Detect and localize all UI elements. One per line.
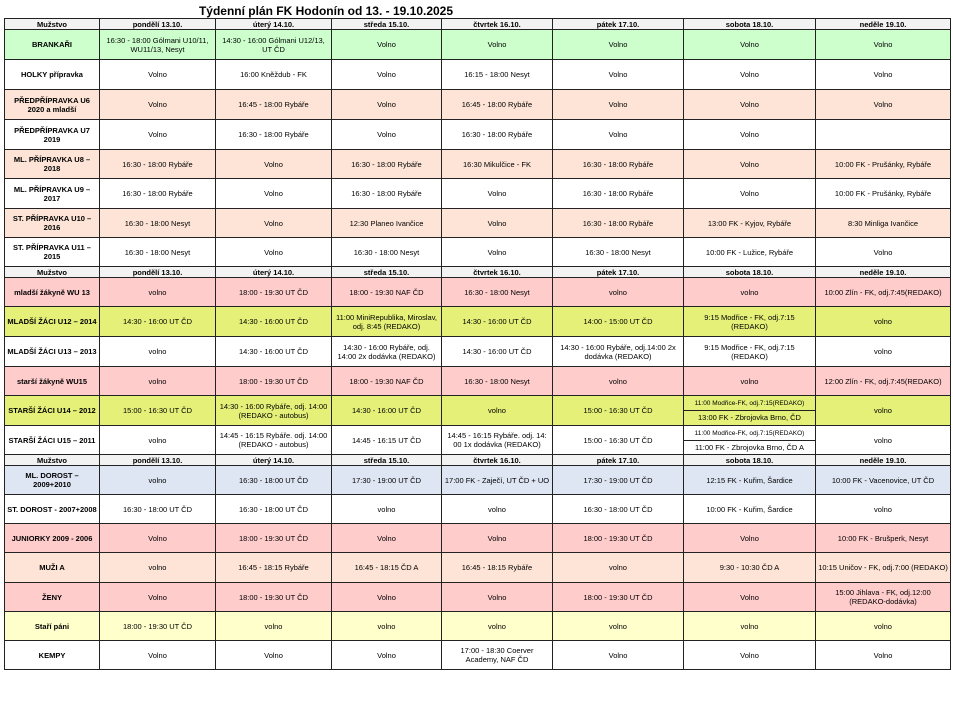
schedule-cell: 10:00 FK - Kuřim, Šardice xyxy=(684,495,816,524)
schedule-cell: 16:45 - 18:15 Rybáře xyxy=(216,553,332,583)
page-title: Týdenní plán FK Hodonín od 13. - 19.10.2025 xyxy=(198,5,454,18)
schedule-cell: 16:30 - 18:00 Rybáře xyxy=(553,209,684,238)
schedule-cell: 16:45 - 18:00 Rybáře xyxy=(216,90,332,120)
schedule-cell: 17:30 - 19:00 UT ČD xyxy=(332,466,442,495)
team-name: ST. DOROST - 2007+2008 xyxy=(5,495,100,524)
schedule-entry-bottom: 13:00 FK - Zbrojovka Brno, ČD xyxy=(698,413,801,422)
schedule-cell: Volno xyxy=(816,238,951,267)
schedule-cell xyxy=(816,120,951,150)
schedule-row xyxy=(5,337,951,367)
schedule-cell: volno xyxy=(816,495,951,524)
schedule-cell: 10:00 Zlín - FK, odj.7:45(REDAKO) xyxy=(816,278,951,307)
header-day: úterý 14.10. xyxy=(216,455,332,466)
schedule-cell: 18:00 - 19:30 NAF ČD xyxy=(332,278,442,307)
schedule-cell: 10:00 FK - Vacenovice, UT ČD xyxy=(816,466,951,495)
team-name: MLADŠÍ ŽÁCI U13 – 2013 xyxy=(5,337,100,367)
schedule-cell: Volno xyxy=(553,90,684,120)
header-day: čtvrtek 16.10. xyxy=(442,455,553,466)
schedule-cell: Volno xyxy=(684,30,816,60)
header-team: Mužstvo xyxy=(5,267,100,278)
team-name: ML. PŘÍPRAVKA U9 – 2017 xyxy=(5,179,100,209)
schedule-cell: Volno xyxy=(684,524,816,553)
schedule-cell: volno xyxy=(216,612,332,641)
schedule-cell: 16:30 - 18:00 UT ČD xyxy=(100,495,216,524)
schedule-cell: Volno xyxy=(442,30,553,60)
schedule-cell: 18:00 - 19:30 UT ČD xyxy=(553,524,684,553)
schedule-cell: volno xyxy=(442,495,553,524)
header-team: Mužstvo xyxy=(5,19,100,30)
schedule-cell: volno xyxy=(816,337,951,367)
schedule-cell: volno xyxy=(684,612,816,641)
header-day: čtvrtek 16.10. xyxy=(442,267,553,278)
schedule-cell: 14:30 - 16:00 UT ČD xyxy=(332,396,442,426)
schedule-table xyxy=(4,5,951,670)
schedule-cell: volno xyxy=(100,278,216,307)
team-name: JUNIORKY 2009 - 2006 xyxy=(5,524,100,553)
header-day: neděle 19.10. xyxy=(816,19,951,30)
schedule-cell: 15:00 - 16:30 UT ČD xyxy=(553,396,684,426)
schedule-cell: volno xyxy=(100,426,216,455)
schedule-entry-top: 11:00 Modřice-FK, odj.7:15(REDAKO) xyxy=(684,427,815,441)
schedule-cell: 16:30 - 18:00 UT ČD xyxy=(216,495,332,524)
header-day: sobota 18.10. xyxy=(684,19,816,30)
schedule-cell: 16:30 - 18:00 Nesyt xyxy=(553,238,684,267)
schedule-row xyxy=(5,553,951,583)
schedule-cell: Volno xyxy=(684,90,816,120)
schedule-cell: 16:30 Mikulčice - FK xyxy=(442,150,553,179)
schedule-cell: volno xyxy=(816,307,951,337)
schedule-row xyxy=(5,495,951,524)
schedule-cell: volno xyxy=(100,553,216,583)
schedule-cell: 13:00 FK - Kyjov, Rybáře xyxy=(684,209,816,238)
schedule-row xyxy=(5,179,951,209)
schedule-row xyxy=(5,150,951,179)
schedule-cell: Volno xyxy=(100,90,216,120)
schedule-row xyxy=(5,396,951,426)
schedule-cell: volno xyxy=(816,396,951,426)
schedule-cell: 16:45 - 18:00 Rybáře xyxy=(442,90,553,120)
schedule-cell: Volno xyxy=(100,524,216,553)
schedule-row xyxy=(5,307,951,337)
schedule-cell: Volno xyxy=(442,524,553,553)
team-name: ST. PŘÍPRAVKA U10 – 2016 xyxy=(5,209,100,238)
schedule-cell: 16:30 - 18:00 Rybáře xyxy=(332,179,442,209)
schedule-cell: Volno xyxy=(442,179,553,209)
schedule-cell: 16:30 - 18:00 Nesyt xyxy=(332,238,442,267)
schedule-cell: Volno xyxy=(216,209,332,238)
schedule-cell: 15:00 - 16:30 UT ČD xyxy=(553,426,684,455)
header-day: úterý 14.10. xyxy=(216,19,332,30)
schedule-cell: 16:30 - 18:00 Rybáře xyxy=(553,150,684,179)
schedule-cell: 16:30 - 18:00 UT ČD xyxy=(553,495,684,524)
team-name: STARŠÍ ŽÁCI U14 – 2012 xyxy=(5,396,100,426)
team-name: MUŽI A xyxy=(5,553,100,583)
header-day: pondělí 13.10. xyxy=(100,267,216,278)
team-name: STARŠÍ ŽÁCI U15 – 2011 xyxy=(5,426,100,455)
schedule-row xyxy=(5,278,951,307)
schedule-cell: Volno xyxy=(332,583,442,612)
team-name: BRANKAŘI xyxy=(5,30,100,60)
schedule-cell: 10:00 FK - Prušánky, Rybáře xyxy=(816,179,951,209)
header-day: středa 15.10. xyxy=(332,455,442,466)
team-name: PŘEDPŘÍPRAVKA U6 2020 a mladší xyxy=(5,90,100,120)
team-name: MLADŠÍ ŽÁCI U12 – 2014 xyxy=(5,307,100,337)
header-day: neděle 19.10. xyxy=(816,455,951,466)
schedule-cell: Volno xyxy=(816,60,951,90)
header-day: neděle 19.10. xyxy=(816,267,951,278)
schedule-cell: Volno xyxy=(100,60,216,90)
schedule-cell: Volno xyxy=(100,583,216,612)
schedule-cell: 15:00 - 16:30 UT ČD xyxy=(100,396,216,426)
schedule-cell: volno xyxy=(553,367,684,396)
schedule-cell: Volno xyxy=(216,238,332,267)
team-name: ML. PŘÍPRAVKA U8 – 2018 xyxy=(5,150,100,179)
schedule-cell: 16:30 - 18:00 Nesyt xyxy=(100,209,216,238)
schedule-cell: 10:00 FK - Prušánky, Rybáře xyxy=(816,150,951,179)
schedule-cell: 14:30 - 16:00 Gólmani U12/13, UT ČD xyxy=(216,30,332,60)
schedule-row xyxy=(5,641,951,670)
schedule-cell: 18:00 - 19:30 NAF ČD xyxy=(332,367,442,396)
schedule-cell: volno xyxy=(816,426,951,455)
schedule-cell: Volno xyxy=(332,524,442,553)
header-day: středa 15.10. xyxy=(332,19,442,30)
schedule-cell: 16:00 Kněždub - FK xyxy=(216,60,332,90)
header-day: pátek 17.10. xyxy=(553,455,684,466)
schedule-cell: 14:30 - 16:00 UT ČD xyxy=(442,307,553,337)
schedule-cell: 9:15 Modřice - FK, odj.7:15 (REDAKO) xyxy=(684,337,816,367)
team-name: ML. DOROST – 2009+2010 xyxy=(5,466,100,495)
schedule-cell: Volno xyxy=(332,90,442,120)
schedule-row xyxy=(5,524,951,553)
schedule-cell: 18:00 - 19:30 UT ČD xyxy=(216,278,332,307)
schedule-cell: volno xyxy=(553,612,684,641)
schedule-cell: Volno xyxy=(100,120,216,150)
team-name: ST. PŘÍPRAVKA U11 – 2015 xyxy=(5,238,100,267)
schedule-cell: Volno xyxy=(332,60,442,90)
schedule-cell: Volno xyxy=(442,209,553,238)
schedule-cell-split xyxy=(684,396,816,426)
header-day: pondělí 13.10. xyxy=(100,19,216,30)
schedule-cell-split xyxy=(684,426,816,455)
team-name: mladší žákyně WU 13 xyxy=(5,278,100,307)
schedule-cell: 16:30 - 18:00 Nesyt xyxy=(100,238,216,267)
schedule-cell: 16:30 - 18:00 Nesyt xyxy=(442,278,553,307)
schedule-cell: Volno xyxy=(332,30,442,60)
team-name: HOLKY přípravka xyxy=(5,60,100,90)
schedule-cell: 18:00 - 19:30 UT ČD xyxy=(100,612,216,641)
schedule-cell: 14:30 - 16:00 UT ČD xyxy=(216,337,332,367)
split-wrapper xyxy=(684,427,815,454)
schedule-cell: 14:30 - 16:00 Rybáře, odj.14:00 2x dodávka (REDAKO) xyxy=(553,337,684,367)
schedule-cell: volno xyxy=(553,278,684,307)
schedule-cell: volno xyxy=(442,612,553,641)
schedule-cell: 15:00 Jihlava - FK, odj.12:00 (REDAKO-dodávka) xyxy=(816,583,951,612)
schedule-row xyxy=(5,90,951,120)
schedule-cell: Volno xyxy=(553,60,684,90)
header-day: středa 15.10. xyxy=(332,267,442,278)
header-day: sobota 18.10. xyxy=(684,455,816,466)
team-name: KEMPY xyxy=(5,641,100,670)
schedule-cell: 14:30 - 16:00 UT ČD xyxy=(100,307,216,337)
team-name: ŽENY xyxy=(5,583,100,612)
schedule-cell: Volno xyxy=(216,179,332,209)
schedule-cell: Volno xyxy=(553,120,684,150)
schedule-cell: Volno xyxy=(332,641,442,670)
schedule-row xyxy=(5,209,951,238)
split-wrapper xyxy=(684,397,815,424)
schedule-cell: 14:00 - 15:00 UT ČD xyxy=(553,307,684,337)
schedule-cell: 10:15 Uničov - FK, odj.7:00 (REDAKO) xyxy=(816,553,951,583)
schedule-cell: Volno xyxy=(442,583,553,612)
header-row xyxy=(5,455,951,466)
schedule-cell: 14:45 - 16:15 Rybáře. odj. 14:00 (REDAKO - autobus) xyxy=(216,426,332,455)
schedule-cell: 9:15 Modřice - FK, odj.7:15 (REDAKO) xyxy=(684,307,816,337)
schedule-cell: 16:30 - 18:00 Rybáře xyxy=(553,179,684,209)
schedule-cell: 10:00 FK - Brušperk, Nesyt xyxy=(816,524,951,553)
schedule-cell: 14:45 - 16:15 Rybáře. odj. 14: 00 1x dodávka (REDAKO) xyxy=(442,426,553,455)
schedule-cell: Volno xyxy=(684,641,816,670)
schedule-entry-bottom: 11:00 FK - Zbrojovka Brno, ČD A xyxy=(694,442,805,452)
header-team: Mužstvo xyxy=(5,455,100,466)
schedule-cell: 14:30 - 16:00 UT ČD xyxy=(216,307,332,337)
header-row xyxy=(5,267,951,278)
schedule-cell: Volno xyxy=(216,641,332,670)
schedule-sheet xyxy=(4,5,951,670)
schedule-cell: Volno xyxy=(553,641,684,670)
schedule-cell: 12:15 FK - Kuřim, Šardice xyxy=(684,466,816,495)
schedule-cell: volno xyxy=(553,553,684,583)
schedule-cell: Volno xyxy=(684,179,816,209)
schedule-row xyxy=(5,426,951,455)
schedule-cell: Volno xyxy=(816,641,951,670)
schedule-cell: Volno xyxy=(684,150,816,179)
schedule-cell: Volno xyxy=(816,30,951,60)
schedule-cell: 10:00 FK - Lužice, Rybáře xyxy=(684,238,816,267)
schedule-row xyxy=(5,466,951,495)
header-day: sobota 18.10. xyxy=(684,267,816,278)
schedule-cell: volno xyxy=(100,337,216,367)
schedule-cell: 16:30 - 18:00 Rybáře xyxy=(442,120,553,150)
header-row xyxy=(5,19,951,30)
schedule-cell: 18:00 - 19:30 UT ČD xyxy=(216,367,332,396)
header-day: úterý 14.10. xyxy=(216,267,332,278)
schedule-row xyxy=(5,367,951,396)
schedule-cell: volno xyxy=(816,612,951,641)
team-name: starší žákyně WU15 xyxy=(5,367,100,396)
header-day: pondělí 13.10. xyxy=(100,455,216,466)
schedule-row xyxy=(5,612,951,641)
schedule-cell: 14:30 - 16:00 Rybáře, odj. 14:00 2x dodávka (REDAKO) xyxy=(332,337,442,367)
schedule-cell: 16:30 - 18:00 Rybáře xyxy=(332,150,442,179)
schedule-cell: Volno xyxy=(684,120,816,150)
schedule-cell: 16:45 - 18:15 Rybáře xyxy=(442,553,553,583)
schedule-cell: 14:30 - 16:00 Rybáře, odj. 14:00 (REDAKO - autobus) xyxy=(216,396,332,426)
schedule-cell: Volno xyxy=(442,238,553,267)
schedule-cell: volno xyxy=(684,278,816,307)
schedule-cell: volno xyxy=(684,367,816,396)
schedule-cell: volno xyxy=(100,466,216,495)
schedule-cell: 17:00 - 18:30 Coerver Academy, NAF ČD xyxy=(442,641,553,670)
schedule-cell: 9:30 - 10:30 ČD A xyxy=(684,553,816,583)
schedule-cell: Volno xyxy=(816,90,951,120)
schedule-cell: volno xyxy=(442,396,553,426)
schedule-cell: Volno xyxy=(553,30,684,60)
schedule-cell: 12:00 Zlín - FK, odj.7:45(REDAKO) xyxy=(816,367,951,396)
schedule-cell: 16:15 - 18:00 Nesyt xyxy=(442,60,553,90)
schedule-row xyxy=(5,120,951,150)
header-day: čtvrtek 16.10. xyxy=(442,19,553,30)
schedule-cell: 16:30 - 18:00 Gólmani U10/11, WU11/13, Nesyt xyxy=(100,30,216,60)
schedule-cell: Volno xyxy=(684,583,816,612)
schedule-cell: 11:00 MiniRepublika, Miroslav, odj. 8:45 (REDAKO) xyxy=(332,307,442,337)
schedule-cell: 14:30 - 16:00 UT ČD xyxy=(442,337,553,367)
schedule-cell: 14:45 - 16:15 UT ČD xyxy=(332,426,442,455)
schedule-cell: 16:30 - 18:00 Rybáře xyxy=(100,179,216,209)
team-name: PŘEDPŘÍPRAVKA U7 2019 xyxy=(5,120,100,150)
schedule-row xyxy=(5,60,951,90)
schedule-row xyxy=(5,30,951,60)
schedule-cell: Volno xyxy=(100,641,216,670)
schedule-cell: Volno xyxy=(684,60,816,90)
schedule-cell: volno xyxy=(100,367,216,396)
schedule-cell: volno xyxy=(332,495,442,524)
schedule-cell: 18:00 - 19:30 UT ČD xyxy=(216,583,332,612)
schedule-row xyxy=(5,238,951,267)
schedule-cell: 17:00 FK - Zaječí, UT ČD + UO xyxy=(442,466,553,495)
schedule-entry-top: 11:00 Modřice-FK, odj.7:15(REDAKO) xyxy=(684,397,815,411)
schedule-cell: 18:00 - 19:30 UT ČD xyxy=(216,524,332,553)
schedule-cell: Volno xyxy=(216,150,332,179)
schedule-cell: 16:30 - 18:00 Rybáře xyxy=(100,150,216,179)
team-name: Staří páni xyxy=(5,612,100,641)
schedule-cell: 17:30 - 19:00 UT ČD xyxy=(553,466,684,495)
schedule-cell: 16:30 - 18:00 UT ČD xyxy=(216,466,332,495)
schedule-cell: 16:30 - 18:00 Nesyt xyxy=(442,367,553,396)
schedule-cell: 18:00 - 19:30 UT ČD xyxy=(553,583,684,612)
schedule-cell: volno xyxy=(332,612,442,641)
schedule-cell: 12:30 Planeo Ivančice xyxy=(332,209,442,238)
schedule-row xyxy=(5,583,951,612)
schedule-cell: 16:45 - 18:15 ČD A xyxy=(332,553,442,583)
schedule-cell: 8:30 Minliga Ivančice xyxy=(816,209,951,238)
schedule-cell: 16:30 - 18:00 Rybáře xyxy=(216,120,332,150)
header-day: pátek 17.10. xyxy=(553,267,684,278)
header-day: pátek 17.10. xyxy=(553,19,684,30)
schedule-cell: Volno xyxy=(332,120,442,150)
